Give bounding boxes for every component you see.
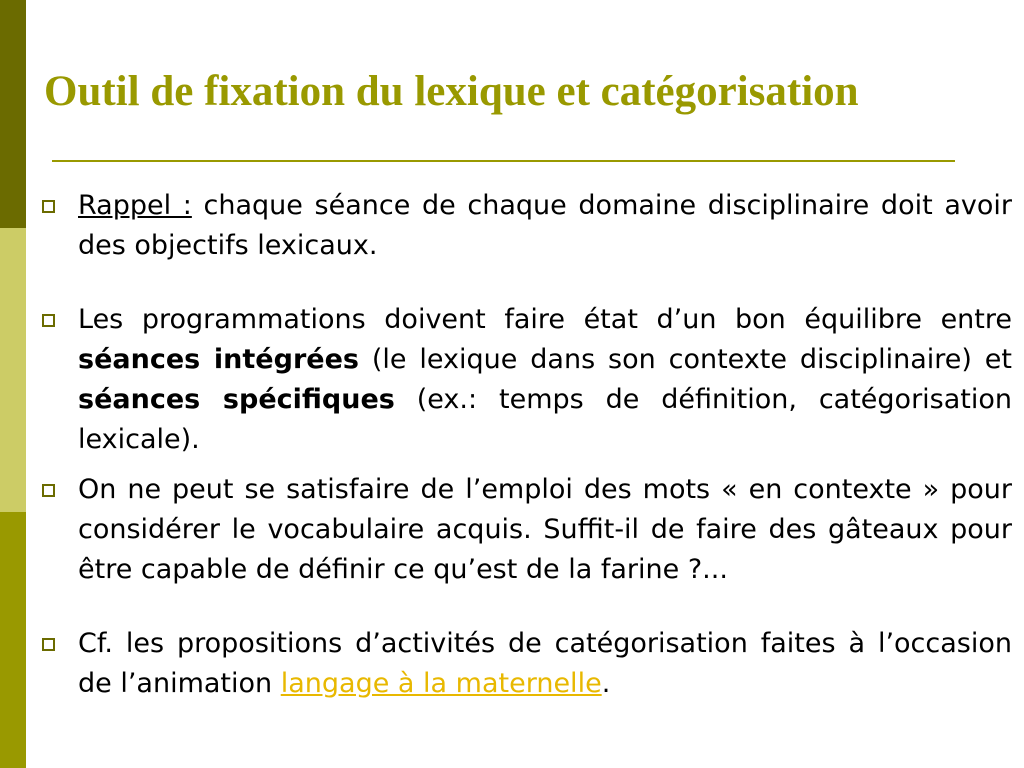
slide-title: Outil de fixation du lexique et catégorisation	[44, 68, 859, 115]
sidebar-band-top	[0, 0, 26, 228]
title-divider	[52, 160, 955, 162]
hollow-square-icon	[42, 484, 55, 497]
bullet-item-programmations	[36, 300, 1012, 460]
bullet-item-rappel	[36, 186, 1012, 266]
programmations-text-3: (ex.: temps de définition, catégorisation lexicale).	[78, 384, 1013, 455]
propositions-text-1: Cf. les propositions d’activités de catégorisation faites à l’occasion de l’animation	[78, 628, 1012, 699]
seances-specifiques-emphasis: séances spécifiques	[78, 384, 395, 415]
propositions-text-2: .	[601, 668, 611, 699]
programmations-text-2: (le lexique dans son contexte disciplinaire) et	[358, 344, 1012, 375]
rappel-text: chaque séance de chaque domaine disciplinaire doit avoir des objectifs lexicaux.	[78, 190, 1012, 261]
hollow-square-icon	[42, 200, 55, 213]
rappel-label: Rappel :	[78, 190, 192, 221]
programmations-text-1: Les programmations doivent faire état d’un bon équilibre entre	[78, 304, 1012, 335]
bullet-item-propositions	[36, 624, 1012, 704]
langage-maternelle-link[interactable]: langage à la maternelle	[280, 668, 602, 699]
hollow-square-icon	[42, 638, 55, 651]
hollow-square-icon	[42, 314, 55, 327]
seances-integrees-emphasis: séances intégrées	[78, 344, 359, 375]
sidebar-band-middle	[0, 228, 26, 512]
bullet-list	[36, 186, 1012, 704]
sidebar-band-bottom	[0, 512, 26, 768]
bullet-item-contexte	[36, 470, 1012, 590]
contexte-text: On ne peut se satisfaire de l’emploi des mots « en contexte » pour considérer le vocabulaire acquis. Suffit-il de faire des gâteaux pour être capable de définir ce qu’est de la farine ?...	[78, 474, 1012, 585]
